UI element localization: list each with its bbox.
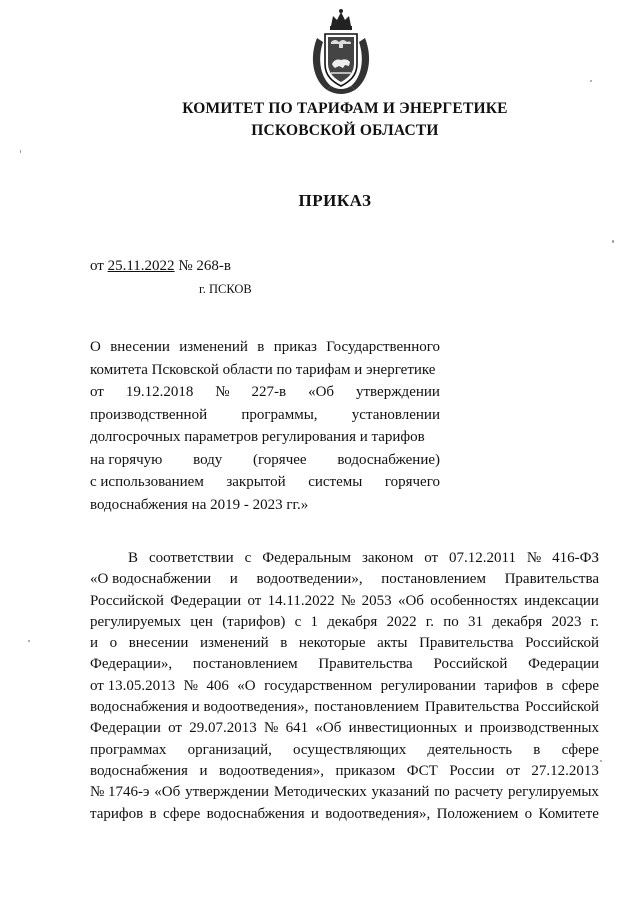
word: «О: [237, 677, 256, 694]
word: цен: [190, 613, 213, 630]
city-name: г. ПСКОВ: [199, 282, 252, 296]
order-subject: [90, 336, 440, 516]
word: Федерации: [170, 592, 242, 609]
word: «Об: [308, 384, 335, 400]
word: Российской: [433, 656, 508, 673]
word: программы,: [241, 406, 318, 423]
word: водоснабжение): [337, 451, 440, 468]
word: постановлением: [314, 699, 419, 716]
word: Правительства: [318, 656, 413, 673]
word: №: [264, 720, 279, 737]
word: №: [183, 677, 198, 694]
word: г.: [425, 613, 435, 630]
word: от: [506, 762, 520, 779]
word: инвестиционных: [348, 720, 458, 737]
word: Правительства: [419, 635, 514, 652]
word: программах: [90, 741, 167, 758]
word: осуществляющих: [293, 741, 407, 758]
word: расчету: [454, 784, 504, 801]
word: по: [443, 613, 459, 630]
word: 31: [468, 613, 484, 630]
word: водоснабжения и водоотведения»,: [90, 699, 309, 716]
word: внесении: [110, 339, 170, 355]
word: регулируемых: [90, 613, 181, 630]
word: о: [109, 635, 118, 652]
word: от: [168, 720, 182, 737]
number-label: №: [178, 258, 193, 274]
body-line: [90, 761, 599, 782]
word: индексации: [524, 592, 599, 609]
word: декабря: [327, 613, 378, 630]
order-body: [90, 548, 599, 825]
word: 07.12.2011: [449, 550, 516, 566]
word: организаций,: [187, 741, 272, 758]
subject-line: [90, 471, 440, 494]
word: водоотведения»,: [218, 762, 324, 779]
word: г.: [590, 613, 599, 630]
word: приказ: [273, 339, 317, 355]
word: регулировании: [380, 677, 476, 694]
word: 14.11.2022: [267, 592, 335, 609]
word: некоторые: [298, 635, 366, 652]
word: водоснабжения: [90, 762, 188, 779]
word: водоотведения»,: [325, 805, 431, 822]
word: в: [546, 677, 554, 694]
word: (тарифов): [222, 613, 286, 630]
word: «О водоснабжении: [90, 571, 212, 588]
word: от: [424, 550, 439, 566]
word: 227-в: [251, 384, 287, 400]
word: 19.12.2018: [125, 384, 194, 400]
body-line: [90, 740, 599, 761]
word: водоотведении»,: [256, 571, 363, 588]
body-line: [90, 633, 599, 654]
word: в: [280, 635, 288, 652]
word: и: [310, 805, 319, 822]
word: системы: [308, 474, 363, 490]
word: Методических: [273, 784, 367, 801]
word: и: [464, 720, 473, 737]
word: О: [90, 339, 101, 355]
word: производственной: [90, 406, 208, 423]
word: соответствии: [148, 550, 234, 566]
subject-line: комитета Псковской области по тарифам и энергетике: [90, 361, 436, 378]
pskov-coat-of-arms-icon: [305, 8, 377, 96]
subject-line: [90, 449, 440, 472]
word: постановлением: [192, 656, 298, 673]
word: сфере: [561, 677, 599, 694]
word: и: [90, 635, 99, 652]
word: №: [215, 384, 230, 400]
word: 2022: [386, 613, 417, 630]
word: и: [199, 762, 208, 779]
word: воду: [193, 451, 223, 468]
scan-speck: [20, 150, 21, 153]
word: тарифов: [90, 805, 144, 822]
order-number: 268-в: [196, 258, 231, 274]
word: Федеральным: [262, 550, 352, 566]
word: №: [340, 592, 356, 609]
body-line: [90, 804, 599, 825]
word: Российской: [90, 592, 164, 609]
word: сфере: [561, 741, 599, 758]
subject-line: водоснабжения на 2019 - 2023 гг.»: [90, 496, 309, 513]
word: №: [526, 550, 542, 566]
word: акты: [377, 635, 408, 652]
word: в: [533, 741, 541, 758]
word: производственных: [479, 720, 599, 737]
word: 2023: [551, 613, 582, 630]
subject-line: [90, 336, 440, 359]
word: по: [434, 784, 450, 801]
word: постановлением: [381, 571, 486, 588]
word: 29.07.2013: [189, 720, 257, 737]
word: 641: [285, 720, 309, 737]
word: 27.12.2013: [531, 762, 599, 779]
scan-speck: [600, 760, 602, 762]
body-line: [90, 654, 599, 675]
document-type-title: ПРИКАЗ: [298, 191, 372, 210]
word: «Об: [154, 784, 181, 801]
subject-line: [90, 381, 440, 404]
word: водоснабжения: [206, 805, 305, 822]
word: «Об: [397, 592, 424, 609]
word: Российской: [525, 635, 599, 652]
word: изменений: [200, 635, 269, 652]
body-line: [90, 591, 599, 612]
word: законом: [361, 550, 414, 566]
word: установлении: [351, 406, 440, 423]
body-line: [90, 718, 599, 739]
word: Правительства: [424, 699, 520, 716]
word: внесении: [128, 635, 189, 652]
word: закрытой: [226, 474, 286, 490]
word: Федерации: [528, 656, 599, 673]
word: В: [128, 550, 139, 566]
body-line: [90, 612, 599, 633]
word: 416-ФЗ: [552, 550, 599, 566]
word: России: [449, 762, 495, 779]
word: «Об: [315, 720, 342, 737]
body-line: [90, 548, 599, 569]
word: Федерации»,: [90, 656, 173, 673]
word: 1: [310, 613, 319, 630]
word: изменений: [179, 339, 248, 355]
word: № 1746-э: [90, 784, 150, 801]
word: 2053: [361, 592, 392, 609]
word: горячего: [384, 474, 440, 490]
word: (горячее: [253, 451, 307, 468]
word: ФСТ: [406, 762, 438, 779]
word: декабря: [492, 613, 543, 630]
body-line: [90, 697, 599, 718]
word: утверждении: [185, 784, 270, 801]
word: тарифов: [484, 677, 538, 694]
word: утверждении: [355, 384, 440, 400]
word: в: [149, 805, 157, 822]
order-date: 25.11.2022: [107, 258, 175, 274]
word: с: [294, 613, 302, 630]
subject-line: долгосрочных параметров регулирования и тарифов: [90, 429, 425, 445]
word: от 13.05.2013: [90, 677, 176, 694]
word: с использованием: [90, 474, 204, 490]
word: деятельность: [427, 741, 513, 758]
body-line: [90, 676, 599, 697]
order-date-number: [90, 258, 231, 275]
word: приказом: [335, 762, 396, 779]
word: от: [247, 592, 262, 609]
word: Российской: [525, 699, 599, 716]
scan-speck: [590, 80, 592, 82]
word: 406: [206, 677, 229, 694]
body-line: [90, 782, 599, 803]
committee-name-line1: КОМИТЕТ ПО ТАРИФАМ И ЭНЕРГЕТИКЕ: [182, 100, 508, 117]
word: Федерации: [90, 720, 161, 737]
word: Положением: [436, 805, 519, 822]
word: в: [257, 339, 265, 355]
word: Правительства: [504, 571, 599, 588]
from-label: от: [90, 258, 104, 274]
subject-line: [90, 404, 440, 427]
scan-speck: [28, 640, 30, 642]
committee-name-line2: ПСКОВСКОЙ ОБЛАСТИ: [251, 122, 439, 139]
word: на горячую: [90, 451, 163, 468]
word: сфере: [162, 805, 201, 822]
word: и: [229, 571, 238, 588]
word: с: [244, 550, 252, 566]
word: указаний: [371, 784, 430, 801]
scan-speck: [612, 240, 614, 243]
word: регулируемых: [507, 784, 599, 801]
word: государственном: [264, 677, 373, 694]
word: Государственного: [326, 339, 440, 355]
word: особенностях: [430, 592, 518, 609]
body-line: [90, 569, 599, 590]
word: Комитете: [538, 805, 599, 822]
word: от: [90, 384, 104, 400]
word: о: [524, 805, 533, 822]
